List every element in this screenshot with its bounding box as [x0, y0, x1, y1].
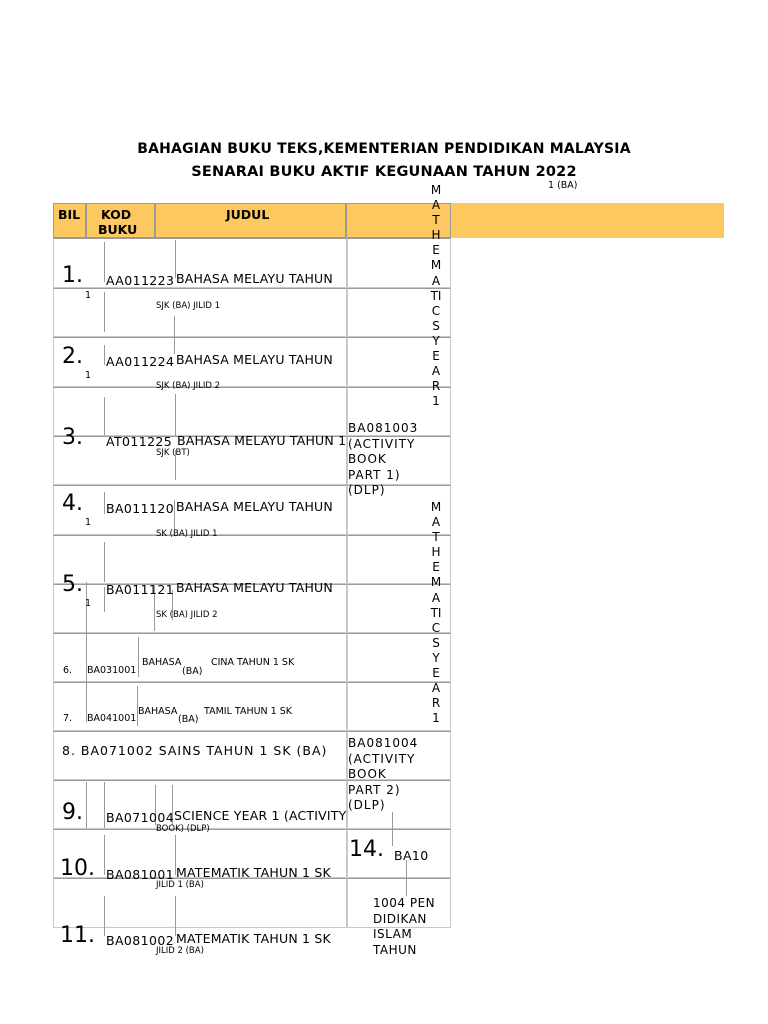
book-title: BAHASA MELAYU TAHUN: [176, 271, 333, 286]
vertical-letter: R: [431, 379, 441, 394]
side-line: BOOK: [348, 452, 387, 466]
book-title-sub: SK (BA) JILID 1: [156, 529, 218, 539]
vertical-letter: Y: [432, 650, 440, 665]
book-title: BAHASA MELAYU TAHUN: [176, 499, 333, 514]
row-full-text: 8. BA071002 SAINS TAHUN 1 SK (BA): [62, 743, 328, 758]
row-box-4: [53, 387, 347, 436]
side-line: 1004 PEN: [373, 896, 436, 910]
book-code: BA071004: [106, 810, 175, 825]
book-title-cont: TAMIL TAHUN 1 SK: [204, 706, 292, 717]
divider-tick: [392, 812, 393, 846]
book-title-sub: JILID 2 (BA): [156, 946, 204, 956]
header-bil-label: BIL: [58, 207, 81, 222]
vertical-letter: C: [431, 620, 441, 635]
book-code: AT011225: [106, 434, 173, 449]
vertical-letter: H: [431, 545, 441, 560]
vertical-letter: 1: [432, 394, 440, 409]
divider-tick: [406, 860, 407, 896]
book-title: BAHASA: [142, 657, 182, 668]
page-subtitle: SENARAI BUKU AKTIF KEGUNAAN TAHUN 2022: [191, 164, 577, 180]
row-number: 1.: [62, 263, 83, 288]
vertical-letter: A: [431, 273, 441, 288]
side-line: PART 1): [348, 467, 401, 482]
book-code: AA011223: [106, 273, 175, 288]
side-item-14-code: BA10: [394, 848, 429, 863]
vertical-letter: E: [432, 243, 440, 258]
vertical-letter: A: [431, 198, 441, 213]
book-title-cont: CINA TAHUN 1 SK: [211, 657, 295, 668]
divider-tick: [104, 397, 105, 437]
vertical-letter: E: [432, 666, 440, 681]
vertical-letter: A: [431, 681, 441, 696]
divider-tick: [175, 394, 176, 436]
header-kod-label: KOD: [101, 207, 132, 222]
title-tail: 1: [85, 517, 92, 528]
vertical-letter: M: [430, 500, 442, 514]
vertical-letter: E: [432, 349, 440, 364]
divider-tick: [104, 896, 105, 936]
vertical-letter: TI: [430, 605, 442, 620]
side-line: (ACTIVITY: [348, 436, 416, 451]
vertical-text-bottom: [429, 500, 443, 726]
vertical-letter: A: [431, 364, 441, 379]
divider-tick: [174, 316, 175, 354]
book-title-sub: SK (BA) JILID 2: [156, 610, 218, 620]
book-title-sub: SJK (BT): [156, 448, 190, 458]
vertical-letter: R: [431, 696, 441, 711]
vertical-letter: Y: [432, 333, 440, 348]
vertical-letter: T: [432, 213, 440, 228]
side-line: ISLAM: [373, 927, 413, 941]
row-box-7: [53, 535, 347, 584]
side-line: (DLP): [348, 483, 386, 497]
book-title: BAHASA MELAYU TAHUN: [176, 352, 333, 367]
title-tail: 1: [85, 290, 92, 301]
row-number: 10.: [60, 856, 95, 881]
divider-tick: [104, 542, 105, 582]
book-title: BAHASA MELAYU TAHUN: [176, 580, 333, 595]
divider-tick: [104, 835, 105, 875]
book-code: BA011121: [106, 582, 175, 597]
row-number: 7.: [63, 713, 73, 724]
title-tail: 1: [85, 598, 92, 609]
vertical-text-top: [429, 183, 443, 409]
book-title-sub: BOOK) (DLP): [156, 824, 210, 834]
divider-tick: [175, 896, 176, 936]
book-code: AA011224: [106, 354, 175, 369]
row-number: 6.: [63, 665, 73, 676]
vertical-letter: M: [430, 183, 442, 197]
vertical-letter: A: [431, 515, 441, 530]
side-line: (ACTIVITY: [348, 751, 416, 766]
side-line: DIDIKAN: [373, 911, 427, 926]
divider-tick: [104, 782, 105, 828]
row-number: 3.: [62, 425, 83, 450]
book-title: MATEMATIK TAHUN 1 SK: [176, 865, 331, 880]
book-title-sub: JILID 1 (BA): [156, 880, 204, 890]
divider-tick: [104, 292, 105, 332]
book-code: BA081001: [106, 867, 175, 882]
divider-tick: [86, 782, 87, 828]
vertical-letter: 1: [432, 711, 440, 726]
side-line: BA081004: [348, 736, 419, 750]
vertical-letter: S: [432, 635, 440, 650]
side-line: PART 2): [348, 782, 401, 797]
side-line: (DLP): [348, 798, 386, 812]
divider-tick: [104, 345, 105, 365]
vertical-letter: TI: [430, 288, 442, 303]
side-line: BOOK: [348, 767, 387, 781]
vertical-letter: H: [431, 228, 441, 243]
book-title-sub: SJK (BA) JILID 2: [156, 381, 221, 391]
book-title: BAHASA MELAYU TAHUN 1: [177, 433, 347, 448]
vertical-letter: T: [432, 530, 440, 545]
side-item-12: [348, 421, 418, 499]
book-title-sub: (BA): [178, 714, 199, 725]
divider-tick: [174, 500, 175, 530]
corner-note: 1 (BA): [548, 180, 578, 191]
page-title: BAHAGIAN BUKU TEKS,KEMENTERIAN PENDIDIKAN MALAYSIA: [137, 141, 631, 157]
row-number: 11.: [60, 923, 95, 948]
vertical-letter: C: [431, 303, 441, 318]
title-tail: 1: [85, 370, 92, 381]
book-code: BA041001: [87, 713, 137, 724]
row-number: 5.: [62, 572, 83, 597]
divider-tick: [138, 637, 139, 677]
row-number: 9.: [62, 800, 83, 825]
book-title-sub: (BA): [182, 666, 203, 677]
vertical-letter: M: [430, 258, 442, 273]
book-code: BA011120: [106, 501, 175, 516]
row-box-2: [53, 288, 347, 337]
side-line: BA081003: [348, 421, 419, 435]
divider-tick: [104, 242, 105, 282]
vertical-letter: M: [430, 575, 442, 590]
vertical-letter: A: [431, 590, 441, 605]
book-code: BA081002: [106, 933, 175, 948]
header-judul-label: JUDUL: [226, 207, 270, 222]
book-title: MATEMATIK TAHUN 1 SK: [176, 931, 331, 946]
row-number: 4.: [62, 491, 83, 516]
side-item-13: [348, 736, 418, 814]
side-item-14: [373, 896, 435, 958]
header-kod-label-2: BUKU: [98, 222, 138, 237]
side-line: TAHUN: [373, 942, 417, 957]
divider-tick: [104, 492, 105, 514]
side-item-14-number: 14.: [349, 837, 384, 862]
book-code: BA031001: [87, 665, 137, 676]
vertical-letter: E: [432, 560, 440, 575]
book-title: BAHASA: [138, 706, 178, 717]
divider-tick: [104, 587, 105, 612]
book-title-sub: SJK (BA) JILID 1: [156, 301, 221, 311]
book-title: SCIENCE YEAR 1 (ACTIVITY: [174, 808, 347, 823]
vertical-letter: S: [432, 318, 440, 333]
row-number: 2.: [62, 344, 83, 369]
